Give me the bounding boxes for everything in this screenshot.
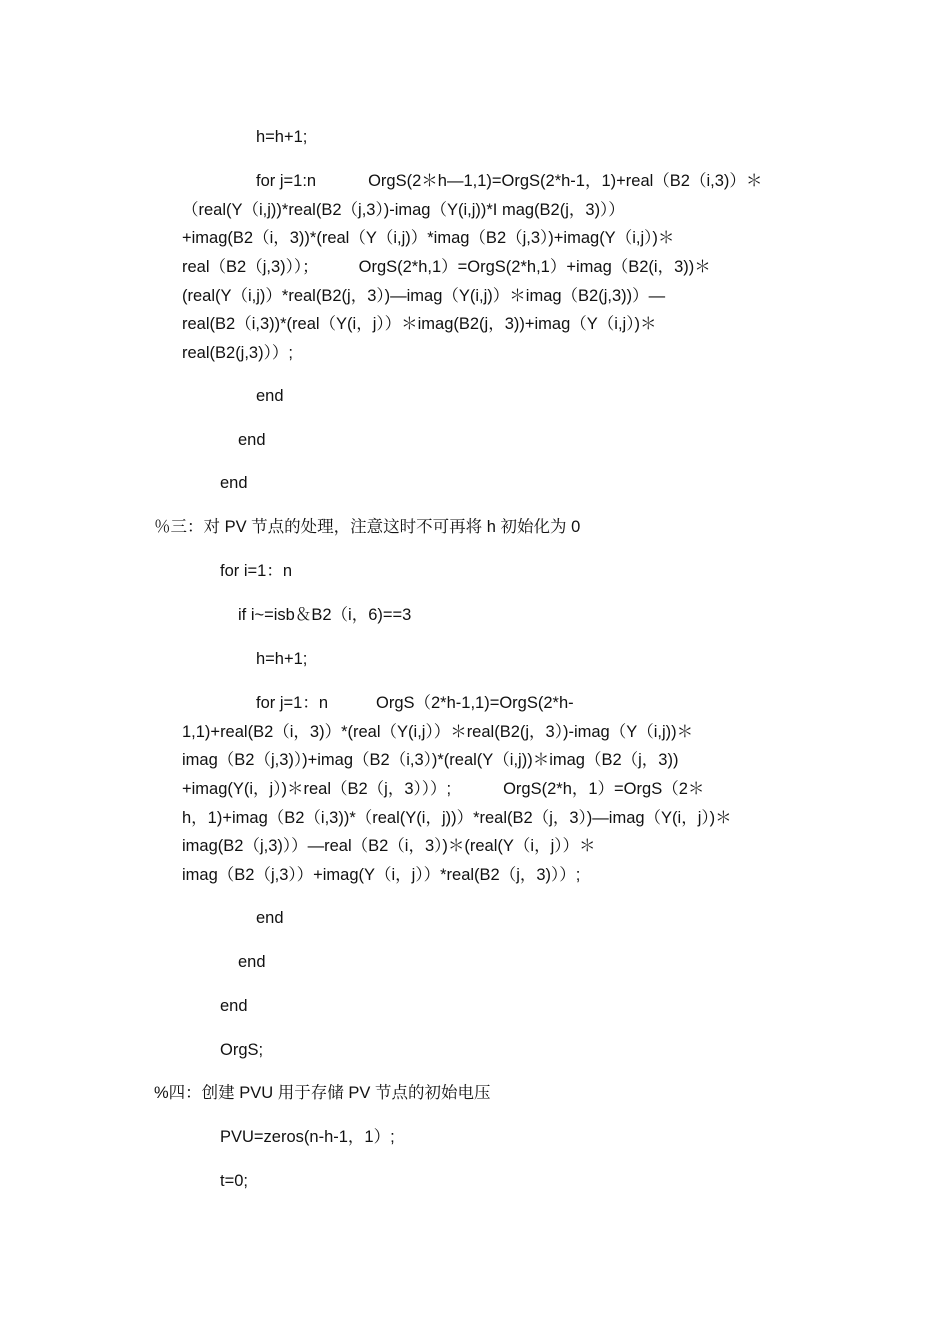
- code-text: (real(Y（i,j)）*real(B2(j，3）)—imag（Y(i,j)）＊imag（B2(j,3))）—: [182, 287, 666, 305]
- code-text: h=h+1;: [256, 128, 308, 146]
- code-text: end: [256, 909, 284, 927]
- code-line: [256, 692, 574, 714]
- code-line: [182, 778, 704, 800]
- code-text: OrgS（2*h-1,1)=OrgS(2*h-: [376, 694, 574, 712]
- code-text: imag（B2（j,3））+imag(Y（i，j））*real(B2（j，3)））;: [182, 866, 581, 884]
- code-line: [182, 342, 293, 364]
- code-line: [220, 1039, 263, 1061]
- code-text: imag（B2（j,3)）)+imag（B2（i,3）)*(real(Y（i,j))＊imag（B2（j，3)): [182, 751, 679, 769]
- comment-text: %四：创建 PVU 用于存储 PV 节点的初始电压: [154, 1084, 491, 1102]
- code-line: [238, 604, 411, 626]
- code-line: [238, 951, 266, 973]
- code-text: OrgS;: [220, 1041, 264, 1059]
- code-line: [182, 864, 580, 886]
- code-line: [220, 560, 292, 582]
- code-text: for j=1：n: [256, 694, 328, 712]
- code-line: [256, 126, 307, 148]
- code-text: real（B2（j,3)））；: [182, 258, 319, 276]
- code-line: [256, 385, 284, 407]
- code-text: end: [220, 474, 248, 492]
- code-line: [238, 429, 266, 451]
- code-text: for j=1:n: [256, 172, 317, 190]
- code-text: end: [220, 997, 248, 1015]
- code-line: [182, 835, 595, 857]
- code-text: t=0;: [220, 1172, 248, 1190]
- code-line: [182, 313, 656, 335]
- code-text: h=h+1;: [256, 650, 308, 668]
- code-text: OrgS(2*h,1）=OrgS(2*h,1）+imag（B2(i，3))＊: [358, 258, 711, 276]
- code-text: for i=1：n: [220, 562, 292, 580]
- code-line: [220, 1170, 248, 1192]
- comment-line: [154, 516, 580, 538]
- code-line: [182, 227, 674, 249]
- code-line: [182, 285, 665, 307]
- code-text: imag(B2（j,3)））—real（B2（i，3）)＊(real(Y（i，j））＊: [182, 837, 596, 855]
- code-line: [256, 907, 284, 929]
- code-line: [182, 721, 693, 743]
- code-text: end: [238, 953, 266, 971]
- code-text: OrgS(2*h，1）=OrgS（2＊: [503, 780, 705, 798]
- code-text: if i~=isb＆B2（i，6)==3: [238, 606, 412, 624]
- code-line: [182, 256, 711, 278]
- code-text: （real(Y（i,j))*real(B2（j,3）)-imag（Y(i,j))*I mag(B2(j，3)））: [182, 201, 625, 219]
- code-line: [182, 749, 678, 771]
- code-text: +imag(Y(i，j）)＊real（B2（j，3）））;: [182, 780, 452, 798]
- code-text: real(B2(j,3)））;: [182, 344, 293, 362]
- code-text: 1,1)+real(B2（i，3)）*(real（Y(i,j））＊real(B2(j，3）)-imag（Y（i,j))＊: [182, 723, 694, 741]
- code-line: [182, 807, 732, 829]
- code-line: [182, 199, 625, 221]
- code-line: [220, 995, 248, 1017]
- comment-text: ％三：对 PV 节点的处理，注意这时不可再将 h 初始化为 0: [154, 518, 581, 536]
- code-text: PVU=zeros(n-h-1，1）;: [220, 1128, 395, 1146]
- code-line: [256, 648, 307, 670]
- comment-line: [154, 1082, 490, 1104]
- code-text: OrgS(2＊h—1,1)=OrgS(2*h-1，1)+real（B2（i,3)）＊: [368, 172, 763, 190]
- code-line: [220, 472, 248, 494]
- code-text: real(B2（i,3))*(real（Y(i，j））＊imag(B2(j，3))+imag（Y（i,j）)＊: [182, 315, 657, 333]
- code-line: [220, 1126, 395, 1148]
- code-text: end: [256, 387, 284, 405]
- code-text: end: [238, 431, 266, 449]
- code-text: +imag(B2（i，3))*(real（Y（i,j)）*imag（B2（j,3）)+imag(Y（i,j）)＊: [182, 229, 675, 247]
- code-line: [256, 170, 762, 192]
- code-text: h，1)+imag（B2（i,3))*（real(Y(i，j))）*real(B2（j，3）)—imag（Y(i，j）)＊: [182, 809, 732, 827]
